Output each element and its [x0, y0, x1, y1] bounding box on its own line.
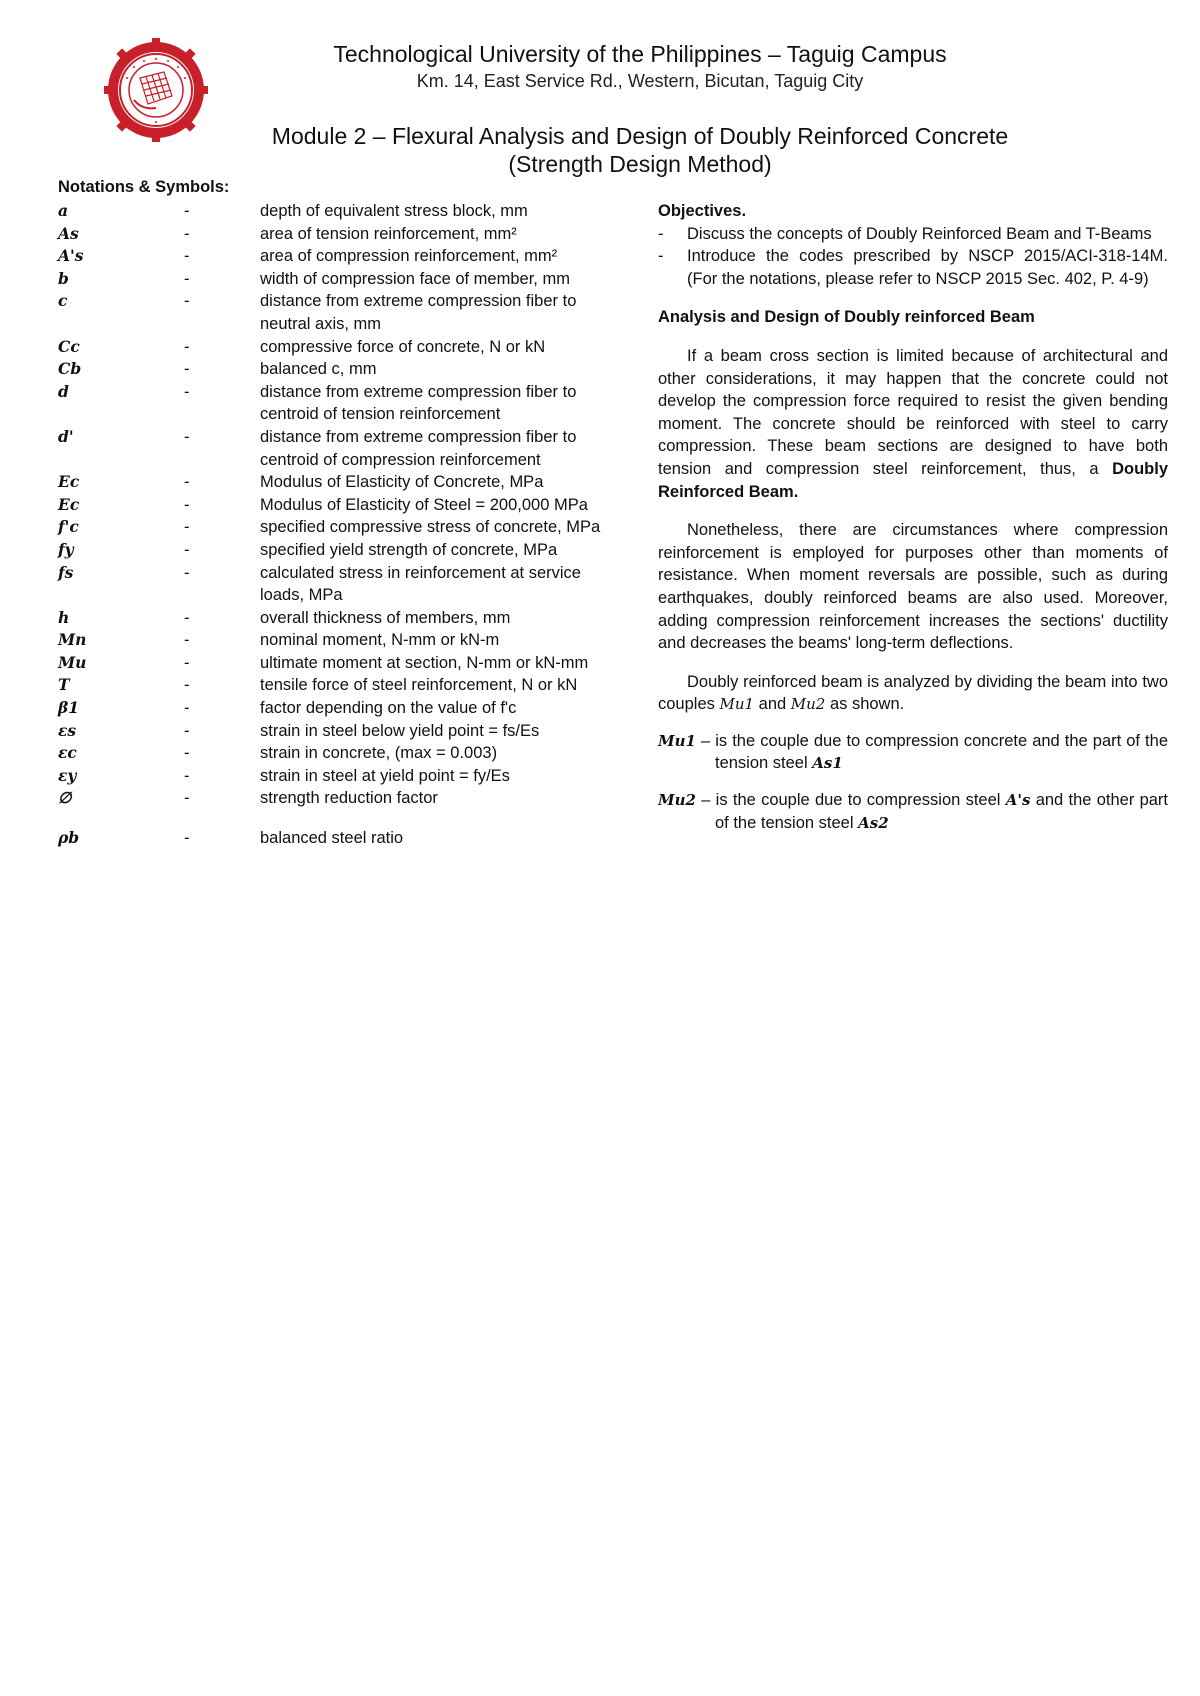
notation-dash: -: [184, 766, 190, 785]
notation-symbol: f'c: [58, 517, 79, 537]
couple-text: – is the couple due to compression steel: [701, 791, 1001, 810]
notation-description: strain in steel at yield point = fy/Es: [260, 766, 510, 785]
notation-dash: -: [184, 202, 190, 220]
notation-row: [58, 516, 618, 539]
notation-symbol: b: [58, 268, 69, 288]
notation-description: strain in concrete, (max = 0.003): [260, 744, 498, 763]
notation-description: ultimate moment at section, N-mm or kN-mm: [260, 653, 589, 672]
notation-row: [58, 607, 618, 630]
notation-symbol: fs: [58, 562, 74, 582]
university-seal-logo: [104, 38, 208, 142]
right-column: [658, 200, 1168, 834]
conjunction: and: [758, 695, 787, 714]
mu1-bold-symbol: Mu1: [658, 731, 696, 750]
notation-description: depth of equivalent stress block, mm: [260, 202, 528, 220]
notation-dash: -: [184, 337, 190, 356]
as1-symbol: As1: [812, 754, 843, 773]
mu1-symbol: Mu1: [719, 695, 755, 714]
notation-row: [58, 562, 618, 607]
notation-row: [58, 765, 618, 788]
couple-text: and the other part of the tension steel: [715, 791, 1169, 832]
notation-dash: -: [184, 608, 190, 627]
objective-item: [658, 223, 1168, 246]
notation-row: [58, 539, 618, 562]
notation-dash: -: [184, 382, 190, 401]
notation-dash: -: [184, 360, 190, 379]
notation-dash: -: [184, 427, 190, 446]
gear-ring: [104, 38, 208, 142]
analysis-paragraph-1: [658, 345, 1168, 503]
notation-symbol: d': [58, 426, 74, 446]
notation-row: [58, 381, 618, 426]
notation-row: [58, 223, 618, 246]
analysis-paragraph-3: [658, 671, 1168, 716]
institution-title: Technological University of the Philippines – Taguig Campus: [333, 41, 947, 67]
couple-mu1-definition: [658, 730, 1168, 775]
couple-mu2-definition: [658, 789, 1168, 834]
objective-text: Discuss the concepts of Doubly Reinforced Beam and T-Beams: [687, 224, 1152, 243]
notation-symbol: d: [58, 381, 69, 401]
module-title: [230, 122, 1050, 178]
notation-row: [58, 358, 618, 381]
notation-symbol: Mn: [58, 630, 87, 650]
objective-text: Introduce the codes prescribed by NSCP 2015/ACI-318-14M. (For the notations, please refer to NSCP 2015 Sec. 402, P. 4-9): [687, 247, 1168, 288]
notation-row: [58, 245, 618, 268]
notation-dash: -: [184, 495, 190, 514]
notation-dash: -: [184, 269, 190, 288]
notation-description: distance from extreme compression fiber to centroid of tension reinforcement: [260, 382, 577, 424]
notation-symbol: Ec: [58, 472, 80, 492]
notation-symbol: Cb: [58, 359, 82, 379]
notation-description: Modulus of Elasticity of Steel = 200,000 MPa: [260, 495, 588, 514]
notation-description: distance from extreme compression fiber to neutral axis, mm: [260, 292, 577, 333]
notation-row: [58, 652, 618, 675]
notation-dash: -: [184, 518, 190, 537]
notation-description: specified compressive stress of concrete, MPa: [260, 518, 601, 537]
notation-row: [58, 336, 618, 359]
notation-description: strength reduction factor: [260, 789, 438, 808]
notation-dash: -: [184, 676, 190, 695]
notation-symbol: As: [58, 223, 79, 243]
notation-row: [58, 629, 618, 652]
couple-text: – is the couple due to compression concrete and the part of the tension steel: [701, 731, 1168, 773]
notation-row: [58, 742, 618, 765]
notation-symbol: Cc: [58, 336, 80, 356]
notation-dash: -: [184, 721, 190, 740]
notation-description: tensile force of steel reinforcement, N or kN: [260, 676, 578, 695]
notation-row: [58, 720, 618, 743]
notation-dash: -: [184, 631, 190, 650]
notation-description: strain in steel below yield point = fs/Es: [260, 721, 540, 740]
objectives-heading: Objectives.: [658, 202, 747, 220]
notation-symbol: c: [58, 291, 68, 311]
notation-row: [58, 787, 618, 810]
notation-description: compressive force of concrete, N or kN: [260, 337, 546, 356]
notation-description: overall thickness of members, mm: [260, 608, 511, 627]
notation-symbol: T: [58, 675, 70, 695]
notation-symbol: εs: [58, 720, 77, 740]
notation-symbol: β1: [58, 698, 80, 718]
notation-symbol: A's: [58, 246, 84, 266]
notation-row: [58, 471, 618, 494]
notation-row: [58, 290, 618, 335]
analysis-heading: Analysis and Design of Doubly reinforced Beam: [658, 308, 1035, 327]
mu2-bold-symbol: Mu2: [658, 791, 696, 810]
notation-symbol: a: [58, 201, 69, 220]
objective-item: [658, 245, 1168, 290]
notations-table: [58, 200, 618, 850]
notation-description: balanced steel ratio: [260, 829, 404, 848]
module-title-line-2: (Strength Design Method): [508, 151, 772, 177]
notation-row: [58, 697, 618, 720]
paragraph-text: If a beam cross section is limited because of architectural and other considerations, it may happen that the concrete could not develop the compression force required to resist the given bending moment. The concrete should be reinforced with steel to carry compression. These beam sections are designed to have both tension and compression steel reinforcement, thus, a: [658, 346, 1168, 478]
notation-row: [58, 494, 618, 517]
notation-symbol: fy: [58, 539, 74, 559]
notation-dash: -: [184, 789, 190, 808]
notation-dash: -: [184, 540, 190, 559]
notation-dash: -: [184, 292, 190, 311]
doubly-reinforced-beam-term: Doubly Reinforced Beam.: [658, 459, 1168, 501]
notation-description: width of compression face of member, mm: [260, 269, 570, 288]
notation-row: [58, 674, 618, 697]
module-title-line-1: Module 2 – Flexural Analysis and Design of Doubly Reinforced Concrete: [271, 123, 1009, 149]
mu2-symbol: Mu2: [790, 695, 826, 714]
as2-symbol: As2: [858, 813, 889, 832]
a-prime-s-symbol: A's: [1005, 791, 1031, 810]
notation-description: specified yield strength of concrete, MPa: [260, 540, 558, 559]
notation-row: [58, 827, 618, 850]
notation-description: distance from extreme compression fiber to centroid of compression reinforcement: [260, 427, 577, 469]
notations-heading: Notations & Symbols:: [58, 178, 230, 196]
notation-description: nominal moment, N-mm or kN-m: [260, 631, 500, 650]
notation-dash: -: [184, 744, 190, 763]
notation-symbol: h: [58, 607, 70, 627]
notation-dash: -: [184, 247, 190, 266]
bullet-dash: -: [658, 224, 664, 243]
notation-description: area of compression reinforcement, mm²: [260, 247, 558, 266]
notation-dash: -: [184, 473, 190, 492]
notation-description: area of tension reinforcement, mm²: [260, 224, 517, 243]
notation-dash: -: [184, 699, 190, 718]
notation-description: calculated stress in reinforcement at service loads, MPa: [260, 563, 581, 605]
notation-symbol: ∅: [58, 788, 72, 808]
notation-dash: -: [184, 563, 190, 582]
institution-address: Km. 14, East Service Rd., Western, Bicutan, Taguig City: [416, 71, 864, 91]
analysis-paragraph-2: Nonetheless, there are circumstances where compression reinforcement is employed for purposes other than moments of resistance. When moment reversals are possible, such as during earthquakes, doubly reinforced beams are also used. Moreover, adding compression reinforcement increases the sections' ductility and decreases the beams' long-term deflections.: [658, 521, 1168, 653]
notation-symbol: ρb: [58, 828, 80, 848]
paragraph-text: as shown.: [829, 695, 905, 714]
notation-symbol: εc: [58, 743, 77, 763]
row-spacer: [58, 810, 618, 827]
notation-row: [58, 268, 618, 291]
notation-symbol: Ec: [58, 494, 80, 514]
notation-dash: -: [184, 653, 190, 672]
notation-dash: -: [184, 224, 190, 243]
notation-row: [58, 426, 618, 471]
notation-description: balanced c, mm: [260, 360, 377, 379]
notation-description: factor depending on the value of f'c: [260, 699, 517, 718]
bullet-dash: -: [658, 247, 664, 266]
notation-description: Modulus of Elasticity of Concrete, MPa: [260, 473, 544, 492]
paragraph-text: Doubly reinforced beam is analyzed by dividing the beam into two couples: [658, 672, 1168, 714]
notation-symbol: εy: [58, 765, 77, 785]
notation-row: [58, 200, 618, 223]
notation-dash: -: [184, 829, 190, 848]
notation-symbol: Mu: [58, 652, 87, 672]
